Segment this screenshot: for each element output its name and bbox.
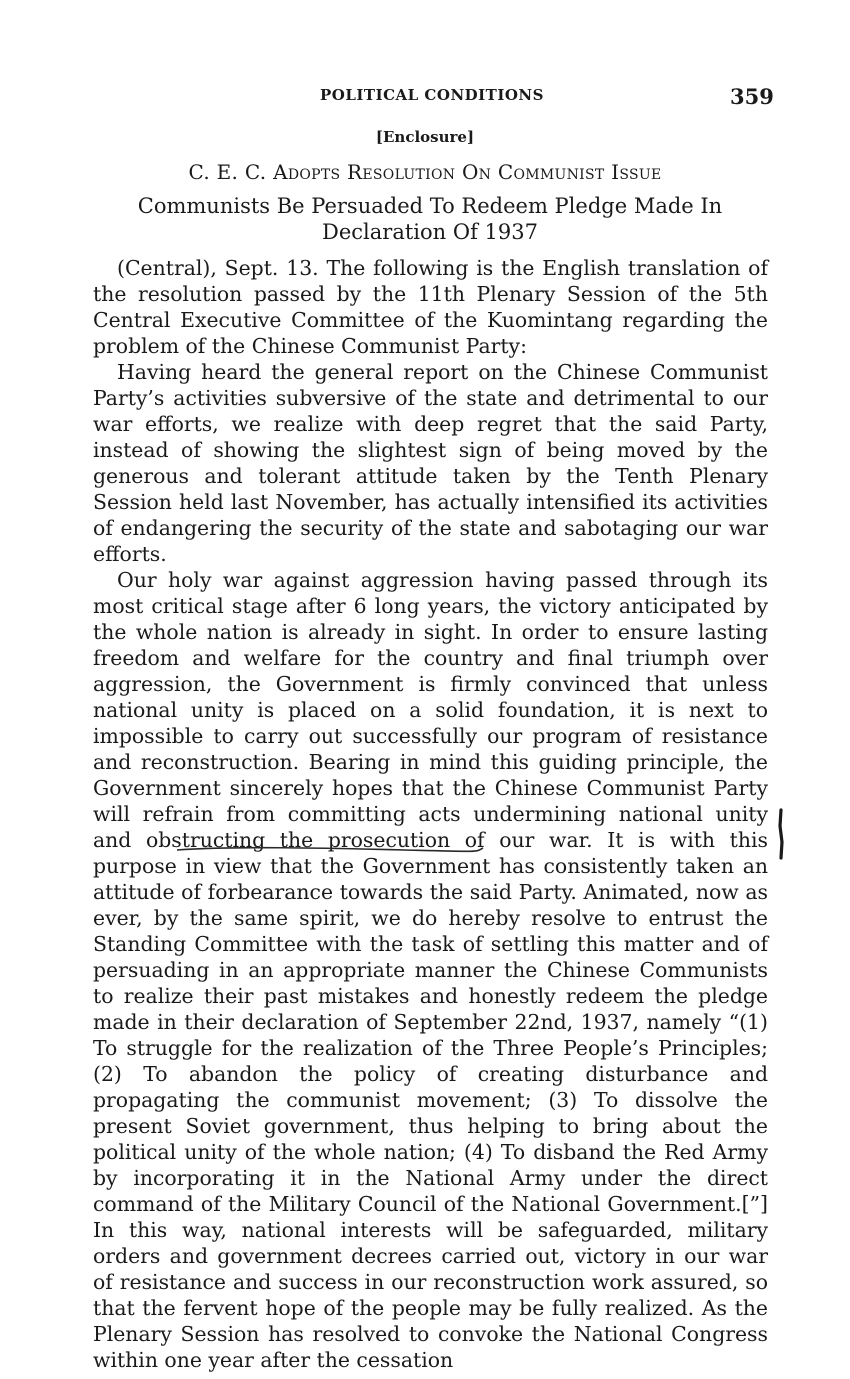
paragraph-intro: (Central), Sept. 13. The following is the English translation of the resolution passed by the 11th Plenary Session of the 5th Central Executive Committee of the Kuomintang regarding the problem of the Chinese Communist Party: — [93, 256, 768, 358]
enclosure-label: [Enclosure] — [375, 128, 475, 146]
page-number: 359 — [730, 84, 774, 109]
handwritten-margin-line — [773, 808, 789, 860]
article-heading: C. E. C. Adopts Resolution On Communist Issue — [188, 160, 662, 184]
running-head: POLITICAL CONDITIONS — [320, 86, 544, 104]
article-subheading: Communists Be Persuaded To Redeem Pledge Made In Declaration Of 1937 — [137, 194, 723, 244]
paragraph-resolution: Our holy war against aggression having passed through its most critical stage after 6 long years, the victory anticipated by the whole nation is already in sight. In order to ensure lasting freedom and welfare for the country and final triumph over aggression, the Government is firmly convinced that unless national unity is placed on a solid foundation, it is next to impossible to carry out successfully our program of resistance and reconstruction. Bearing in mind this guiding principle, the Government sincerely hopes that the Chinese Communist Party will refrain from committing acts undermining national unity and obstructing the prosecution of our war. It is with this purpose in view that the Government has consistently taken an attitude of forbearance towards the said Party. Animated, now as ever, by the same spirit, we do hereby resolve to entrust the Standing Committee with the task of settling this matter and of persuading in an appropriate manner the Chinese Communists to realize their past mistakes and honestly redeem the pledge made in their declaration of September 22nd, 1937, namely “(1) To struggle for the realization of the Three People’s Principles; (2) To abandon the policy of creating disturbance and propagating the communist movement; (3) To dissolve the present Soviet government, thus helping to bring about the political unity of the whole nation; (4) To disband the Red Army by incorporating it in the National Army under the direct command of the Military Council of the National Government.[”] In this way, national interests will be safeguarded, military orders and government decrees carried out, victory in our war of resistance and success in our reconstruction work assured, so that the fervent hope of the people may be fully realized. As the Plenary Session has resolved to convoke the National Congress within one year after the cessation — [93, 568, 768, 1372]
handwritten-underline — [175, 842, 485, 856]
paragraph-report: Having heard the general report on the Chinese Communist Party’s activities subversive of the state and detrimental to our war efforts, we realize with deep regret that the said Party, instead of showing the slightest sign of being moved by the generous and tolerant attitude taken by the Tenth Plenary Session held last November, has actually intensified its activities of endangering the security of the state and sabotaging our war efforts. — [93, 360, 768, 566]
article-body — [93, 255, 768, 1373]
